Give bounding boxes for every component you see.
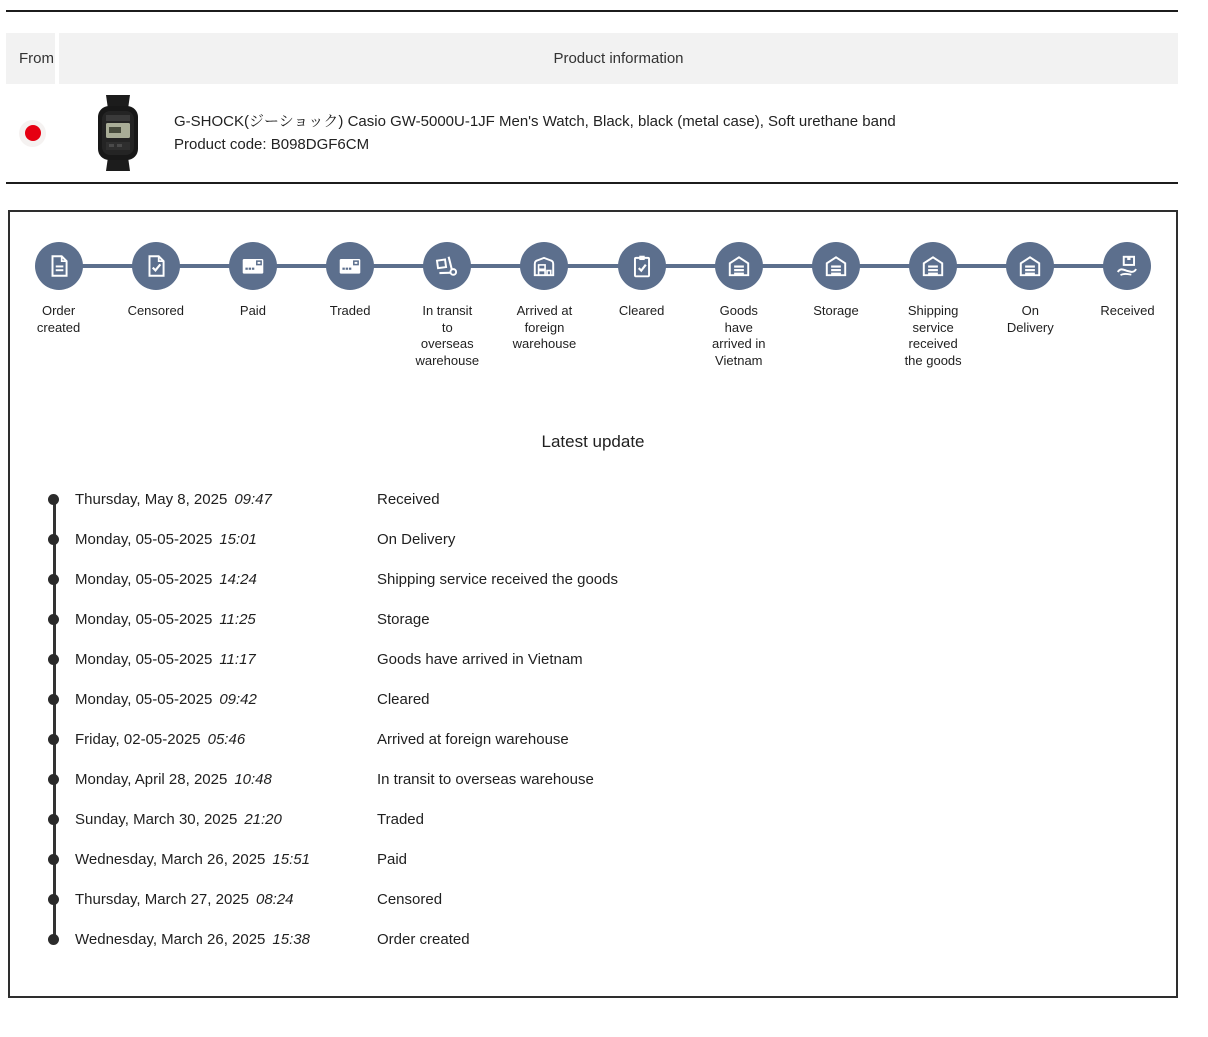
event-date: Thursday, May 8, 2025	[75, 491, 228, 508]
timeline-dot-icon	[48, 494, 59, 505]
timeline-event	[10, 480, 1176, 520]
timeline-dot-icon	[48, 694, 59, 705]
event-date: Thursday, March 27, 2025	[75, 891, 249, 908]
event-date: Monday, 05-05-2025	[75, 651, 213, 668]
event-status: Paid	[377, 851, 408, 868]
tracker-step-7	[690, 242, 787, 370]
from-column-header: From	[6, 33, 55, 84]
event-datetime	[75, 731, 377, 748]
origin-cell	[6, 120, 59, 147]
timeline-event	[10, 840, 1176, 880]
timeline-dot-icon	[48, 894, 59, 905]
event-time: 15:38	[272, 931, 310, 948]
timeline-vertical-line	[53, 500, 56, 940]
tracker-step-label: Order created	[36, 303, 81, 335]
product-row	[6, 84, 1178, 182]
japan-flag-icon	[19, 120, 46, 147]
timeline-dot-icon	[48, 614, 59, 625]
credit-card-icon	[229, 242, 277, 290]
event-time: 09:47	[234, 491, 272, 508]
tracker-step-label: Goods have arrived in Vietnam	[712, 303, 766, 368]
event-time: 05:46	[207, 731, 246, 748]
tracker-step-label: Storage	[813, 303, 859, 318]
event-status: Censored	[377, 891, 443, 908]
tracker-step-4	[399, 242, 496, 370]
tracker-step-label: In transit to overseas warehouse	[415, 303, 480, 368]
event-status: Order created	[377, 931, 470, 948]
tracker-step-8	[787, 242, 884, 370]
product-table-header	[6, 33, 1178, 84]
timeline-dot-icon	[48, 774, 59, 785]
timeline-dot-icon	[48, 574, 59, 585]
event-datetime	[75, 651, 377, 668]
timeline-dot-icon	[48, 534, 59, 545]
tracker-step-label: Paid	[239, 303, 266, 318]
event-datetime	[75, 571, 377, 588]
timeline-dot-icon	[48, 814, 59, 825]
event-time: 15:51	[272, 851, 310, 868]
event-status: In transit to overseas warehouse	[377, 771, 594, 788]
event-status: On Delivery	[377, 531, 456, 548]
tracker-step-9	[885, 242, 982, 370]
event-date: Monday, 05-05-2025	[75, 611, 213, 628]
event-datetime	[75, 931, 377, 948]
timeline-dot-icon	[48, 654, 59, 665]
update-timeline	[10, 480, 1176, 960]
timeline-event	[10, 920, 1176, 960]
event-status: Storage	[377, 611, 430, 628]
tracker-step-label: Traded	[329, 303, 371, 318]
event-date: Friday, 02-05-2025	[75, 731, 201, 748]
document-icon	[35, 242, 83, 290]
event-date: Monday, 05-05-2025	[75, 691, 213, 708]
event-date: Wednesday, March 26, 2025	[75, 931, 266, 948]
tracker-step-label: Shipping service received the goods	[904, 303, 962, 368]
garage-icon	[812, 242, 860, 290]
product-cell	[59, 95, 1178, 171]
garage-icon	[715, 242, 763, 290]
event-datetime	[75, 811, 377, 828]
timeline-event	[10, 880, 1176, 920]
timeline-event	[10, 560, 1176, 600]
event-status: Traded	[377, 811, 424, 828]
tracker-step-10	[982, 242, 1079, 370]
tracker-step-11	[1079, 242, 1176, 370]
top-divider	[6, 10, 1178, 12]
event-status: Goods have arrived in Vietnam	[377, 651, 583, 668]
product-image	[92, 95, 144, 171]
event-time: 11:25	[219, 611, 256, 628]
warehouse-icon	[520, 242, 568, 290]
product-information-column-header: Product information	[59, 33, 1178, 84]
tracker-step-label: Cleared	[618, 303, 665, 318]
product-code: Product code: B098DGF6CM	[174, 136, 370, 153]
tracker-step-2	[204, 242, 301, 370]
tracker-step-1	[107, 242, 204, 370]
event-status: Received	[377, 491, 440, 508]
timeline-event	[10, 720, 1176, 760]
timeline-dot-icon	[48, 854, 59, 865]
event-datetime	[75, 611, 377, 628]
timeline-dot-icon	[48, 934, 59, 945]
shipping-progress-tracker	[10, 242, 1176, 370]
tracker-step-label: Received	[1100, 303, 1155, 318]
tracker-step-label: Arrived at foreign warehouse	[512, 303, 577, 352]
event-datetime	[75, 491, 377, 508]
timeline-event	[10, 800, 1176, 840]
document-check-icon	[132, 242, 180, 290]
event-time: 14:24	[219, 571, 257, 588]
event-time: 10:48	[234, 771, 272, 788]
event-date: Monday, 05-05-2025	[75, 531, 213, 548]
event-date: Monday, 05-05-2025	[75, 571, 213, 588]
timeline-event	[10, 520, 1176, 560]
timeline-event	[10, 640, 1176, 680]
event-date: Wednesday, March 26, 2025	[75, 851, 266, 868]
event-time: 09:42	[219, 691, 257, 708]
event-time: 11:17	[219, 651, 256, 668]
event-datetime	[75, 691, 377, 708]
event-date: Monday, April 28, 2025	[75, 771, 228, 788]
event-datetime	[75, 531, 377, 548]
timeline-dot-icon	[48, 734, 59, 745]
event-time: 15:01	[219, 531, 257, 548]
tracker-step-6	[593, 242, 690, 370]
event-datetime	[75, 891, 377, 908]
event-status: Shipping service received the goods	[377, 571, 618, 588]
event-date: Sunday, March 30, 2025	[75, 811, 238, 828]
timeline-event	[10, 600, 1176, 640]
tracker-step-3	[302, 242, 399, 370]
event-time: 08:24	[255, 891, 294, 908]
hand-box-icon	[1103, 242, 1151, 290]
tracker-step-0	[10, 242, 107, 370]
tracking-card	[8, 210, 1178, 998]
event-datetime	[75, 851, 377, 868]
latest-update-title: Latest update	[541, 431, 645, 451]
table-bottom-divider	[6, 182, 1178, 184]
garage-icon	[1006, 242, 1054, 290]
tracker-step-label: On Delivery	[1006, 303, 1054, 335]
product-title: G-SHOCK(ジーショック) Casio GW-5000U-1JF Men's Watch, Black, black (metal case), Soft urethane band	[174, 113, 896, 130]
timeline-event	[10, 760, 1176, 800]
tracker-step-label: Censored	[127, 303, 184, 318]
clipboard-check-icon	[618, 242, 666, 290]
hand-truck-icon	[423, 242, 471, 290]
event-time: 21:20	[244, 811, 282, 828]
event-datetime	[75, 771, 377, 788]
product-description	[174, 110, 896, 156]
event-status: Arrived at foreign warehouse	[377, 731, 569, 748]
event-status: Cleared	[377, 691, 430, 708]
timeline-event	[10, 680, 1176, 720]
tracker-step-5	[496, 242, 593, 370]
credit-card-icon	[326, 242, 374, 290]
garage-icon	[909, 242, 957, 290]
